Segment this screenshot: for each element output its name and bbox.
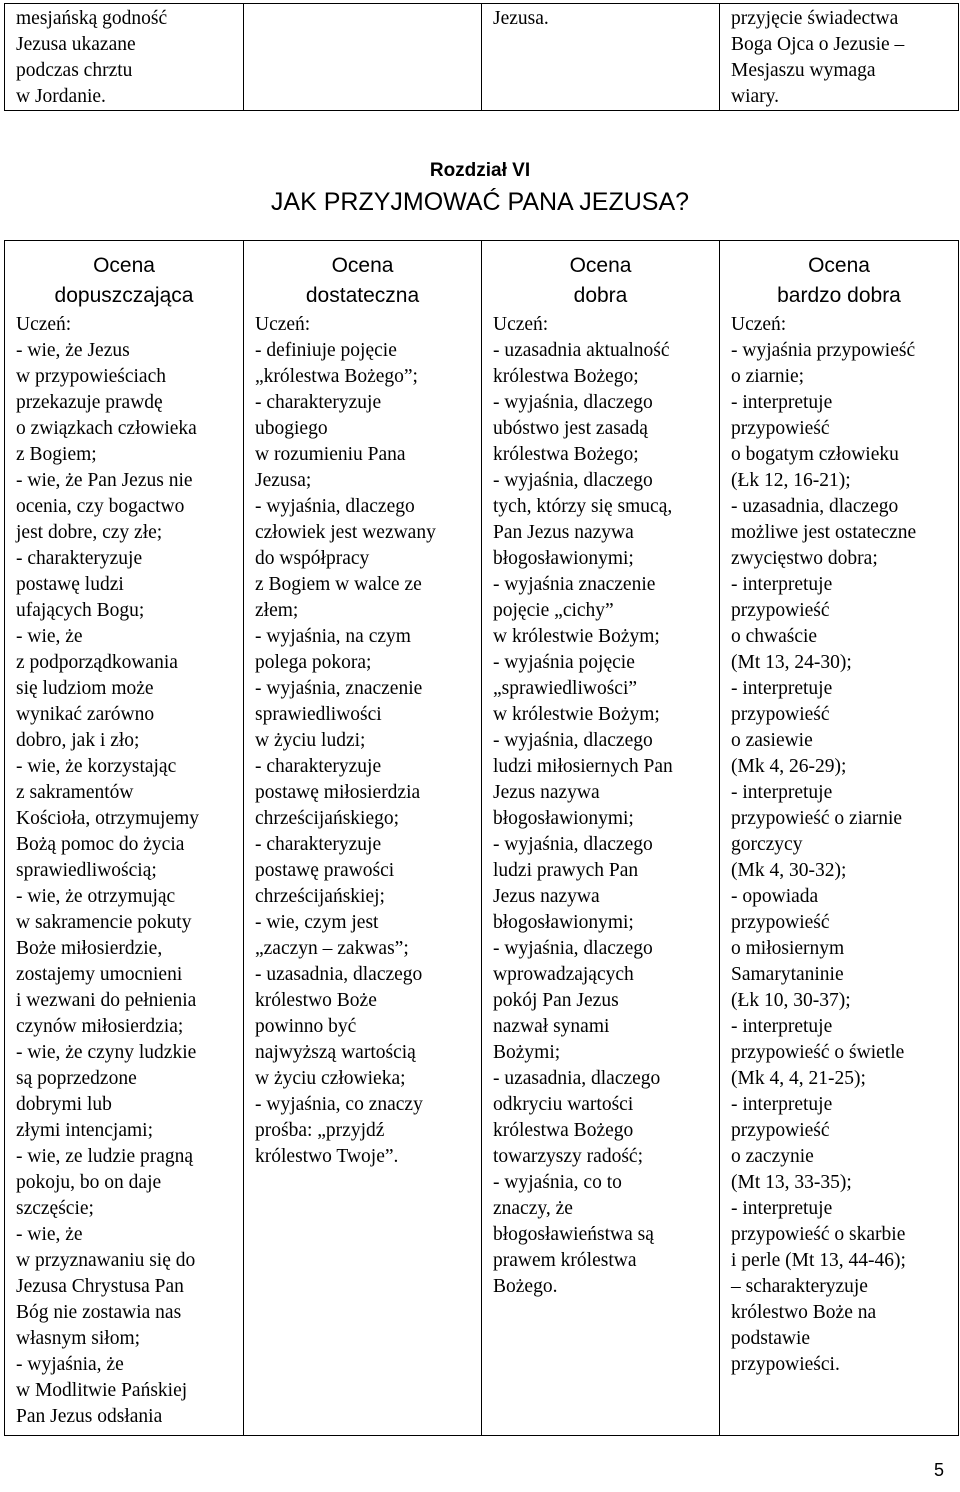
text-line: (Mk 4, 26-29); <box>731 756 847 777</box>
text-line: postawę ludzi <box>16 574 124 595</box>
text-line: (Mk 4, 4, 21-25); <box>731 1068 866 1089</box>
text-line: - wie, że <box>16 626 83 647</box>
top-cell-lines <box>482 4 719 32</box>
text-line: - wyjaśnia, dlaczego <box>493 834 653 855</box>
text-line: z Bogiem; <box>16 444 97 465</box>
text-line: sprawiedliwością; <box>16 860 157 881</box>
text-line: błogosławionymi; <box>493 548 634 569</box>
text-line: - uzasadnia aktualność <box>493 340 670 361</box>
text-line: podstawie <box>731 1328 811 1349</box>
text-line: prośba: „przyjdź <box>255 1120 385 1141</box>
text-line: - wyjaśnia znaczenie <box>493 574 656 595</box>
text-line: pojęcie „cichy” <box>493 600 614 621</box>
text-line: w rozumieniu Pana <box>255 444 406 465</box>
text-line: wiary. <box>731 86 780 107</box>
text-line: złymi intencjami; <box>16 1120 154 1141</box>
text-line: z sakramentów <box>16 782 134 803</box>
column-lines <box>482 312 719 1300</box>
chapter-label: Rozdział VI <box>429 160 531 181</box>
text-line: Bożego. <box>493 1276 558 1297</box>
continued-grade-table <box>4 3 959 111</box>
top-cell-4 <box>720 4 959 111</box>
text-line: - wie, że korzystając <box>16 756 177 777</box>
text-line: do współpracy <box>255 548 370 569</box>
text-line: królestwa Bożego; <box>493 444 639 465</box>
text-line: królestwa Bożego <box>493 1120 634 1141</box>
text-line: sprawiedliwości <box>255 704 382 725</box>
text-line: w życiu ludzi; <box>255 730 366 751</box>
text-line: najwyższą wartością <box>255 1042 416 1063</box>
text-line: - interpretuje <box>731 1198 833 1219</box>
text-line: - wyjaśnia, dlaczego <box>493 392 653 413</box>
text-line: jest dobre, czy złe; <box>16 522 163 543</box>
text-line: szczęście; <box>16 1198 94 1219</box>
text-line: przypowieści. <box>731 1354 840 1375</box>
text-line: Uczeń: <box>731 314 787 335</box>
top-cell-3 <box>482 4 720 111</box>
text-line: ubogiego <box>255 418 328 439</box>
text-line: (Mt 13, 24-30); <box>731 652 852 673</box>
text-line: Pan Jezus odsłania <box>16 1406 163 1427</box>
text-line: złem; <box>255 600 299 621</box>
text-line: znaczy, że <box>493 1198 573 1219</box>
text-line: - uzasadnia, dlaczego <box>493 1068 661 1089</box>
text-line: ludzi miłosiernych Pan <box>493 756 673 777</box>
text-line: - wyjaśnia, dlaczego <box>255 496 415 517</box>
text-line: prawem królestwa <box>493 1250 637 1271</box>
chapter-title: JAK PRZYJMOWAĆ PANA JEZUSA? <box>270 188 690 216</box>
text-line: Bóg nie zostawia nas <box>16 1302 182 1323</box>
text-line: Jezus nazywa <box>493 886 600 907</box>
text-line: przypowieść <box>731 418 830 439</box>
page-number: 5 <box>934 1460 945 1480</box>
heading-line-2: dobra <box>573 284 628 307</box>
text-line: królestwo Boże na <box>731 1302 877 1323</box>
top-cell-1 <box>5 4 244 111</box>
text-line: własnym siłom; <box>16 1328 141 1349</box>
text-line: w życiu człowieka; <box>255 1068 406 1089</box>
text-line: w królestwie Bożym; <box>493 704 660 725</box>
text-line: - uzasadnia, dlaczego <box>255 964 423 985</box>
text-line: przypowieść o ziarnie <box>731 808 903 829</box>
text-line: Kościoła, otrzymujemy <box>16 808 200 829</box>
text-line: wprowadzających <box>493 964 634 985</box>
top-cell-lines <box>5 4 243 110</box>
column-lines <box>5 312 243 1430</box>
text-line: - wyjaśnia, znaczenie <box>255 678 423 699</box>
text-line: postawę miłosierdzia <box>255 782 421 803</box>
text-line: o chwaście <box>731 626 818 647</box>
column-heading <box>244 241 481 312</box>
text-line: o zaczynie <box>731 1146 814 1167</box>
text-line: ocenia, czy bogactwo <box>16 496 185 517</box>
text-line: o zasiewie <box>731 730 813 751</box>
text-line: (Łk 12, 16-21); <box>731 470 851 491</box>
text-line: królestwo Twoje”. <box>255 1146 399 1167</box>
text-line: ubóstwo jest zasadą <box>493 418 648 439</box>
text-line: czynów miłosierdzia; <box>16 1016 184 1037</box>
text-line: błogosławieństwa są <box>493 1224 654 1245</box>
column-dostateczna <box>244 241 482 1436</box>
text-line: Uczeń: <box>16 314 72 335</box>
text-line: przypowieść <box>731 1120 830 1141</box>
text-line: nazwał synami <box>493 1016 610 1037</box>
top-cell-lines <box>720 4 958 110</box>
text-line: Boga Ojca o Jezusie – <box>731 34 905 55</box>
text-line: - wie, czym jest <box>255 912 379 933</box>
column-heading <box>482 241 719 312</box>
text-line: postawę prawości <box>255 860 395 881</box>
text-line: chrześcijańskiej; <box>255 886 385 907</box>
text-line: - uzasadnia, dlaczego <box>731 496 899 517</box>
text-line: - interpretuje <box>731 1094 833 1115</box>
text-line: dobro, jak i zło; <box>16 730 140 751</box>
heading-line-1: Ocena <box>808 254 870 277</box>
table-row <box>5 4 959 111</box>
column-dobra <box>482 241 720 1436</box>
text-line: dobrymi lub <box>16 1094 112 1115</box>
text-line: w przyznawaniu się do <box>16 1250 196 1271</box>
text-line: Uczeń: <box>255 314 311 335</box>
text-line: - charakteryzuje <box>255 756 382 777</box>
text-line: - wie, że czyny ludzkie <box>16 1042 197 1063</box>
text-line: - opowiada <box>731 886 819 907</box>
text-line: - definiuje pojęcie <box>255 340 397 361</box>
text-line: o związkach człowieka <box>16 418 197 439</box>
text-line: gorczycy <box>731 834 803 855</box>
text-line: Bożymi; <box>493 1042 561 1063</box>
text-line: wynikać zarówno <box>16 704 155 725</box>
text-line: z podporządkowania <box>16 652 178 673</box>
text-line: - interpretuje <box>731 782 833 803</box>
text-line: błogosławionymi; <box>493 912 634 933</box>
text-line: - charakteryzuje <box>255 834 382 855</box>
text-line: Jezus nazywa <box>493 782 600 803</box>
text-line: ludzi prawych Pan <box>493 860 639 881</box>
text-line: przypowieść <box>731 600 830 621</box>
top-cell-2 <box>244 4 482 111</box>
text-line: przypowieść <box>731 704 830 725</box>
text-line: królestwa Bożego; <box>493 366 639 387</box>
text-line: są poprzedzone <box>16 1068 137 1089</box>
text-line: w przypowieściach <box>16 366 166 387</box>
text-line: w Modlitwie Pańskiej <box>16 1380 188 1401</box>
text-line: - charakteryzuje <box>16 548 143 569</box>
text-line: - wyjaśnia, co to <box>493 1172 622 1193</box>
text-line: Jezusa; <box>255 470 312 491</box>
column-bardzo-dobra <box>720 241 959 1436</box>
text-line: - wie, że Pan Jezus nie <box>16 470 193 491</box>
text-line: możliwe jest ostateczne <box>731 522 917 543</box>
text-line: „zaczyn – zakwas”; <box>255 938 409 959</box>
text-line: - wyjaśnia, co znaczy <box>255 1094 423 1115</box>
column-heading <box>720 241 958 312</box>
text-line: - wie, że <box>16 1224 83 1245</box>
heading-line-2: dostateczna <box>305 284 420 307</box>
text-line: Pan Jezus nazywa <box>493 522 634 543</box>
text-line: przyjęcie świadectwa <box>731 8 899 29</box>
text-line: - wyjaśnia pojęcie <box>493 652 635 673</box>
text-line: - wyjaśnia przypowieść <box>731 340 916 361</box>
text-line: pokój Pan Jezus <box>493 990 619 1011</box>
text-line: - wyjaśnia, dlaczego <box>493 938 653 959</box>
text-line: w Jordanie. <box>16 86 106 107</box>
text-line: towarzyszy radość; <box>493 1146 643 1167</box>
top-cell-lines <box>244 4 481 6</box>
text-line: o bogatym człowieku <box>731 444 899 465</box>
heading-line-1: Ocena <box>569 254 632 277</box>
text-line: (Łk 10, 30-37); <box>731 990 851 1011</box>
text-line: przypowieść <box>731 912 830 933</box>
text-line: tych, którzy się smucą, <box>493 496 673 517</box>
column-dopuszczajaca <box>5 241 244 1436</box>
text-line: przypowieść o skarbie <box>731 1224 906 1245</box>
text-line: - wie, że otrzymując <box>16 886 176 907</box>
text-line: - wyjaśnia, dlaczego <box>493 730 653 751</box>
text-line: o ziarnie; <box>731 366 805 387</box>
text-line: w sakramencie pokuty <box>16 912 192 933</box>
text-line: przypowieść o świetle <box>731 1042 905 1063</box>
text-line: „królestwa Bożego”; <box>255 366 418 387</box>
column-lines <box>244 312 481 1170</box>
text-line: człowiek jest wezwany <box>255 522 436 543</box>
column-lines <box>720 312 958 1378</box>
text-line: Jezusa ukazane <box>16 34 136 55</box>
text-line: - interpretuje <box>731 678 833 699</box>
text-line: - charakteryzuje <box>255 392 382 413</box>
grade-criteria-table <box>4 240 959 1436</box>
text-line: o miłosiernym <box>731 938 845 959</box>
text-line: „sprawiedliwości” <box>493 678 638 699</box>
text-line: - interpretuje <box>731 574 833 595</box>
text-line: - interpretuje <box>731 392 833 413</box>
text-line: mesjańską godność <box>16 8 168 29</box>
text-line: Jezusa. <box>493 8 549 29</box>
heading-line-2: dopuszczająca <box>54 284 194 307</box>
text-line: królestwo Boże <box>255 990 377 1011</box>
text-line: w królestwie Bożym; <box>493 626 660 647</box>
text-line: (Mk 4, 30-32); <box>731 860 847 881</box>
text-line: ufających Bogu; <box>16 600 145 621</box>
heading-line-1: Ocena <box>331 254 394 277</box>
text-line: - wie, ze ludzie pragną <box>16 1146 194 1167</box>
text-line: przekazuje prawdę <box>16 392 163 413</box>
text-line: zostajemy umocnieni <box>16 964 183 985</box>
text-line: Bożą pomoc do życia <box>16 834 185 855</box>
text-line: Jezusa Chrystusa Pan <box>16 1276 184 1297</box>
text-line: błogosławionymi; <box>493 808 634 829</box>
text-line: - wyjaśnia, na czym <box>255 626 411 647</box>
text-line: Boże miłosierdzie, <box>16 938 163 959</box>
text-line: i wezwani do pełnienia <box>16 990 197 1011</box>
text-line: – scharakteryzuje <box>731 1276 868 1297</box>
text-line: się ludziom może <box>16 678 154 699</box>
text-line: Mesjaszu wymaga <box>731 60 876 81</box>
text-line: - wyjaśnia, dlaczego <box>493 470 653 491</box>
text-line: chrześcijańskiego; <box>255 808 400 829</box>
text-line: z Bogiem w walce ze <box>255 574 422 595</box>
heading-line-2: bardzo dobra <box>777 284 901 307</box>
text-line: Uczeń: <box>493 314 549 335</box>
text-line: Samarytaninie <box>731 964 844 985</box>
text-line: odkryciu wartości <box>493 1094 634 1115</box>
text-line: i perle (Mt 13, 44-46); <box>731 1250 906 1271</box>
text-line: pokoju, bo on daje <box>16 1172 162 1193</box>
column-heading <box>5 241 243 312</box>
heading-line-1: Ocena <box>93 254 155 277</box>
table-row <box>5 241 959 1436</box>
text-line: (Mt 13, 33-35); <box>731 1172 852 1193</box>
text-line: - interpretuje <box>731 1016 833 1037</box>
text-line: podczas chrztu <box>16 60 133 81</box>
text-line: - wyjaśnia, że <box>16 1354 124 1375</box>
text-line: polega pokora; <box>255 652 372 673</box>
text-line: - wie, że Jezus <box>16 340 130 361</box>
text-line: powinno być <box>255 1016 357 1037</box>
text-line: zwycięstwo dobra; <box>731 548 878 569</box>
